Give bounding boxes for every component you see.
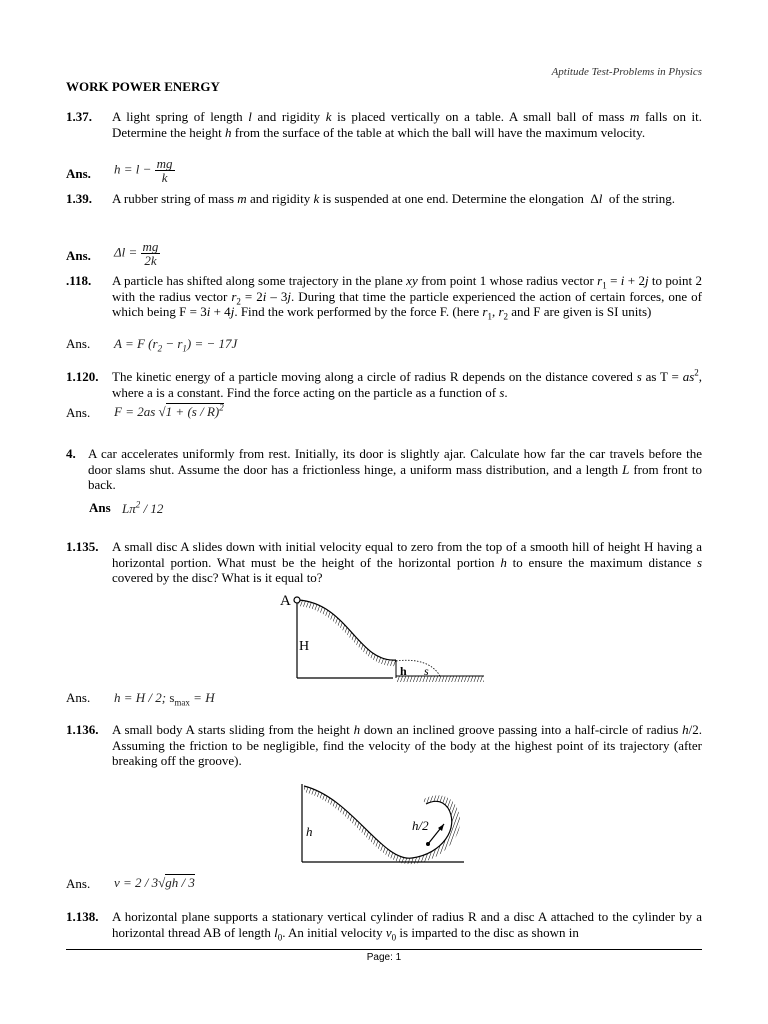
problem-1-135 xyxy=(66,539,702,586)
answer-formula-118: A = F $(r_2 - r_1)$ = − 17J xyxy=(114,336,238,354)
disc-A xyxy=(294,597,300,603)
problem-number: .118. xyxy=(66,273,92,288)
problem-4 xyxy=(66,446,702,493)
hill-diagram xyxy=(278,588,492,688)
groove-diagram xyxy=(292,778,472,868)
answer-label: Ans. xyxy=(66,166,91,181)
answer-formula-1-37: h = l − $\frac{mg}{k}$ xyxy=(114,156,173,185)
problem-text: A small disc A slides down with initial velocity equal to zero from the top of a smooth hill of height H having a horizontal portion. What must be the height of the horizontal portion h to ensure the maximum distance s covered by the disc? What is it equal to? xyxy=(112,539,703,585)
label-radius: h/2 xyxy=(412,818,429,833)
running-header: Aptitude Test-Problems in Physics xyxy=(551,66,702,78)
page-footer: Page: 1 xyxy=(366,952,402,963)
problem-text: A light spring of length l and rigidity k is placed vertically on a table. A small ball of mass m falls on it. Determine the height h from the surface of the table at which the ball will have the maximum velocity. xyxy=(112,109,703,140)
problem-number: 1.37. xyxy=(66,109,92,124)
problem-number: 4. xyxy=(66,446,76,461)
answer-label: Ans. xyxy=(66,405,91,420)
answer-formula-1-136: v = 2 / 3√gh / 3 xyxy=(114,875,195,890)
answer-label: Ans. xyxy=(66,336,91,351)
ground-hatching xyxy=(396,676,484,682)
problem-number: 1.120. xyxy=(66,369,99,384)
label-h: h xyxy=(306,824,313,839)
answer-label: Ans. xyxy=(66,690,91,705)
label-s: s xyxy=(424,664,429,678)
section-title: WORK POWER ENERGY xyxy=(66,79,220,94)
problem-text: A car accelerates uniformly from rest. Initially, its door is slightly ajar. Calculate how far the car travels before the door slams shut. Assume the door has a frictionless hinge, a uniform mass distribution, and a length L from front to back. xyxy=(88,446,702,492)
answer-label: Ans xyxy=(89,500,111,515)
problem-number: 1.138. xyxy=(66,909,99,924)
center-point xyxy=(426,842,430,846)
problem-text: The kinetic energy of a particle moving along a circle of radius R depends on the distance covered s as $T = as^2$, where a is a constant. Find the force acting on the particle as a function of s. xyxy=(112,367,702,400)
label-A: A xyxy=(280,593,291,609)
problem-118 xyxy=(66,273,702,320)
problem-text: A particle has shifted along some trajectory in the plane xy from point 1 whose radius vector $r_1 = i + 2j$ to point 2 with the radius vector $r_2 = 2i - 3j$. During that time the particle experienced the action of certain forces, one of which being F = 3i + 4j. Find the work performed by the force F. (here $r_1$, $r_2$ and F are given is SI units) xyxy=(112,273,702,322)
answer-label: Ans. xyxy=(66,248,91,263)
problem-1-39 xyxy=(66,191,702,207)
problem-text: A small body A starts sliding from the height h down an inclined groove passing into a half-circle of radius h/2. Assuming the friction to be negligible, find the velocity of the body at the highest point of its trajectory (after breaking off the groove). xyxy=(112,722,702,768)
problem-text: A horizontal plane supports a stationary vertical cylinder of radius R and a disc A attached to the cylinder by a horizontal thread AB of length $l_0$. An initial velocity $v_0$ is imparted to the disc as shown in xyxy=(112,909,702,943)
label-H: H xyxy=(299,639,310,654)
answer-formula-1-135: h = H / 2; $s_{max} = H$ xyxy=(114,690,215,708)
answer-label: Ans. xyxy=(66,876,91,891)
problem-number: 1.39. xyxy=(66,191,92,206)
problem-1-120 xyxy=(66,369,702,400)
problem-1-138 xyxy=(66,909,702,943)
problem-text: A rubber string of mass m and rigidity k is suspended at one end. Determine the elongation Δl of the string. xyxy=(112,191,675,206)
answer-formula-1-39: Δl = $\frac{mg}{2k}$ xyxy=(114,239,159,268)
problem-1-136 xyxy=(66,722,702,769)
problem-number: 1.135. xyxy=(66,539,99,554)
problem-1-37 xyxy=(66,109,702,140)
answer-formula-1-120: F = 2as √1 + (s / R)$^2$ xyxy=(114,402,224,419)
label-h: h xyxy=(400,664,407,678)
problem-number: 1.136. xyxy=(66,722,99,737)
answer-formula-4: $L\pi^2 / 12$ xyxy=(122,499,164,516)
